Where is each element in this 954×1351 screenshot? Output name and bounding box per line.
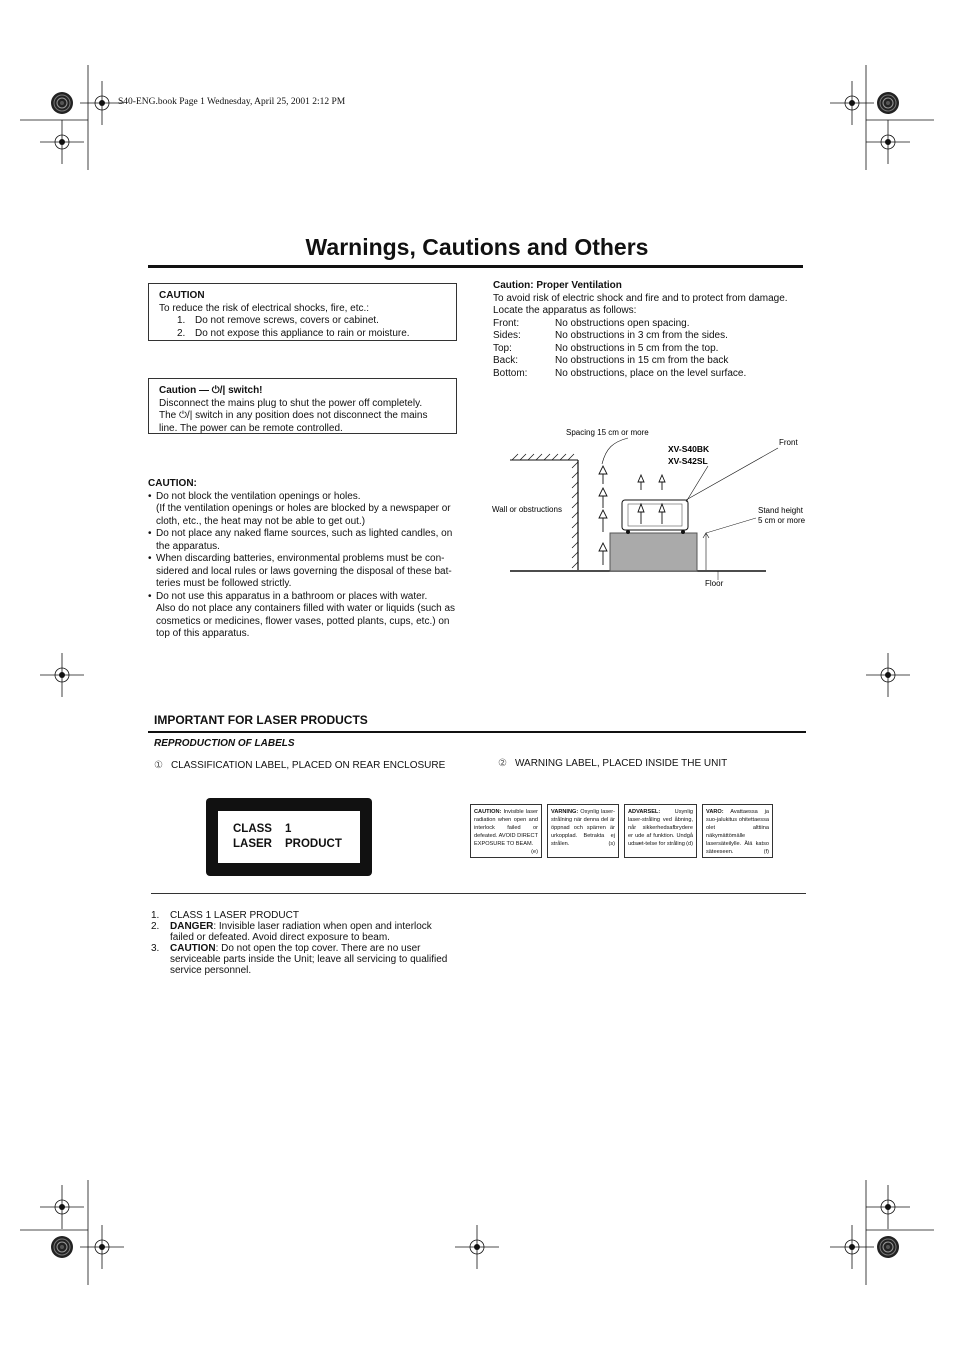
caution-bullet-cont: Also do not place any containers filled with water or liquids (such as [156, 603, 456, 614]
page-title: Warnings, Cautions and Others [305, 234, 649, 260]
caution-bullet-cont: the apparatus. [156, 540, 220, 552]
warning-label-english: CAUTION: Invisible laser radiation when open and interlock failed or defeated. AVOID DIRECT EXPOSURE TO BEAM. (e) [470, 804, 542, 858]
caution-item: 1. Do not remove screws, covers or cabinet. [177, 315, 379, 326]
caution-heading: CAUTION [159, 290, 205, 301]
class-label: CLASS 1 LASER PRODUCT [218, 811, 360, 863]
diagram-label-model2: XV-S42SL [668, 456, 708, 466]
caution-box-power-switch [148, 378, 457, 434]
ventilation-row-sides: Sides: No obstructions in 3 cm from the sides. [493, 330, 728, 341]
power-switch-line: Disconnect the mains plug to shut the power off completely. [159, 397, 423, 409]
diagram-label-stand1: Stand height [758, 506, 803, 515]
note-item-cont: service personnel. [170, 965, 252, 976]
diagram-label-model1: XV-S40BK [668, 444, 710, 454]
caution-bullet-cont: teries must be followed strictly. [156, 578, 292, 589]
warning-label-swedish: VARNING: Osynlig laser-strålning när denna del är öppnad och spärren är urkopplad. Betrakta ej strålen. (s) [547, 804, 619, 858]
note-item: 1. CLASS 1 LASER PRODUCT [151, 910, 299, 921]
caution-bullet-sub: cloth, etc., the heat may not be able to get out.) [156, 515, 366, 527]
caution-list [148, 478, 460, 641]
caution-bullet: • Do not place any naked flame sources, such as lighted candles, on [148, 528, 460, 541]
caution-bullet: • Do not block the ventilation openings or holes. [148, 491, 460, 504]
power-symbol-icon: ⏻/| [211, 385, 226, 396]
file-info-header: S40-ENG.book Page 1 Wednesday, April 25, 2001 2:12 PM [118, 97, 346, 107]
caution-bullet-sub: (If the ventilation openings or holes are blocked by a newspaper or [156, 503, 451, 514]
note-item: 2. DANGER: Invisible laser radiation when open and interlock [151, 921, 432, 932]
label2-caption: ② WARNING LABEL, PLACED INSIDE THE UNIT [498, 758, 728, 769]
warning-label-danish: ADVARSEL: Usynlig laser-stråling ved åbning, når sikkerhedsafbrydere er ude af funktion. Undgå udsæt-telse for stråling (d) [624, 804, 697, 858]
laser-rule [148, 731, 806, 733]
diagram-label-stand2: 5 cm or more [758, 516, 806, 525]
caution-item: 2. Do not expose this appliance to rain or moisture. [177, 327, 410, 339]
caution-bullet: • Do not use this apparatus in a bathroom or places with water. [148, 591, 460, 604]
diagram-label-wall: Wall or obstructions [492, 505, 562, 514]
ventilation-row-front: Front: No obstructions open spacing. [493, 317, 690, 329]
bottom-rule [151, 893, 806, 894]
note-item-cont: serviceable parts inside the Unit; leave all servicing to qualified [170, 954, 448, 965]
laser-heading: IMPORTANT FOR LASER PRODUCTS [154, 713, 368, 727]
power-symbol-icon: ⏻/| [179, 410, 193, 421]
ventilation-intro: Locate the apparatus as follows: [493, 305, 637, 316]
caution-bullet: • When discarding batteries, environmental problems must be con- [148, 553, 460, 566]
ventilation-row-top: Top: No obstructions in 5 cm from the top. [493, 342, 719, 354]
label1-caption: ① CLASSIFICATION LABEL, PLACED ON REAR ENCLOSURE [154, 760, 446, 771]
diagram-label-floor: Floor [705, 579, 724, 588]
caution-bullet-cont: cosmetics or medicines, flower vases, potted plants, cups, etc.) on [156, 615, 450, 627]
caution-list-heading: CAUTION: [148, 478, 197, 489]
warning-label-finnish: VARO: Avattaessa ja suo-jalukitus ohitettaessa olet alttiina näkymättömälle lasersäteilylle. Älä katso säteeseen. (f) [702, 804, 773, 858]
reproduction-heading: REPRODUCTION OF LABELS [154, 738, 295, 749]
power-switch-line: The ⏻/| switch in any position does not disconnect the mains [159, 410, 428, 421]
ventilation-row-back: Back: No obstructions in 15 cm from the back [493, 355, 729, 366]
caution-bullet-cont: top of this apparatus. [156, 628, 250, 639]
laser-notes [151, 910, 471, 976]
title-rule [148, 265, 803, 268]
note-item: 3. CAUTION: Do not open the top cover. There are no user [151, 943, 421, 954]
diagram-label-front: Front [779, 438, 798, 447]
caution-bullet-cont: sidered and local rules or laws governing the disposal of these bat- [156, 565, 452, 577]
ventilation-intro: To avoid risk of electric shock and fire and to protect from damage. [493, 292, 788, 304]
ventilation-section [493, 280, 803, 380]
diagram-label-spacing: Spacing 15 cm or more [566, 428, 649, 437]
caution-intro: To reduce the risk of electrical shocks, fire, etc.: [159, 302, 370, 314]
power-switch-line: line. The power can be remote controlled. [159, 422, 343, 434]
ventilation-row-bottom: Bottom: No obstructions, place on the level surface. [493, 367, 747, 379]
note-item-cont: failed or defeated. Avoid direct exposure to beam. [170, 932, 390, 943]
ventilation-heading: Caution: Proper Ventilation [493, 280, 622, 291]
caution-box-electric [148, 283, 457, 341]
power-switch-heading: Caution — ⏻/| switch! [159, 385, 263, 396]
ventilation-diagram [488, 420, 818, 595]
